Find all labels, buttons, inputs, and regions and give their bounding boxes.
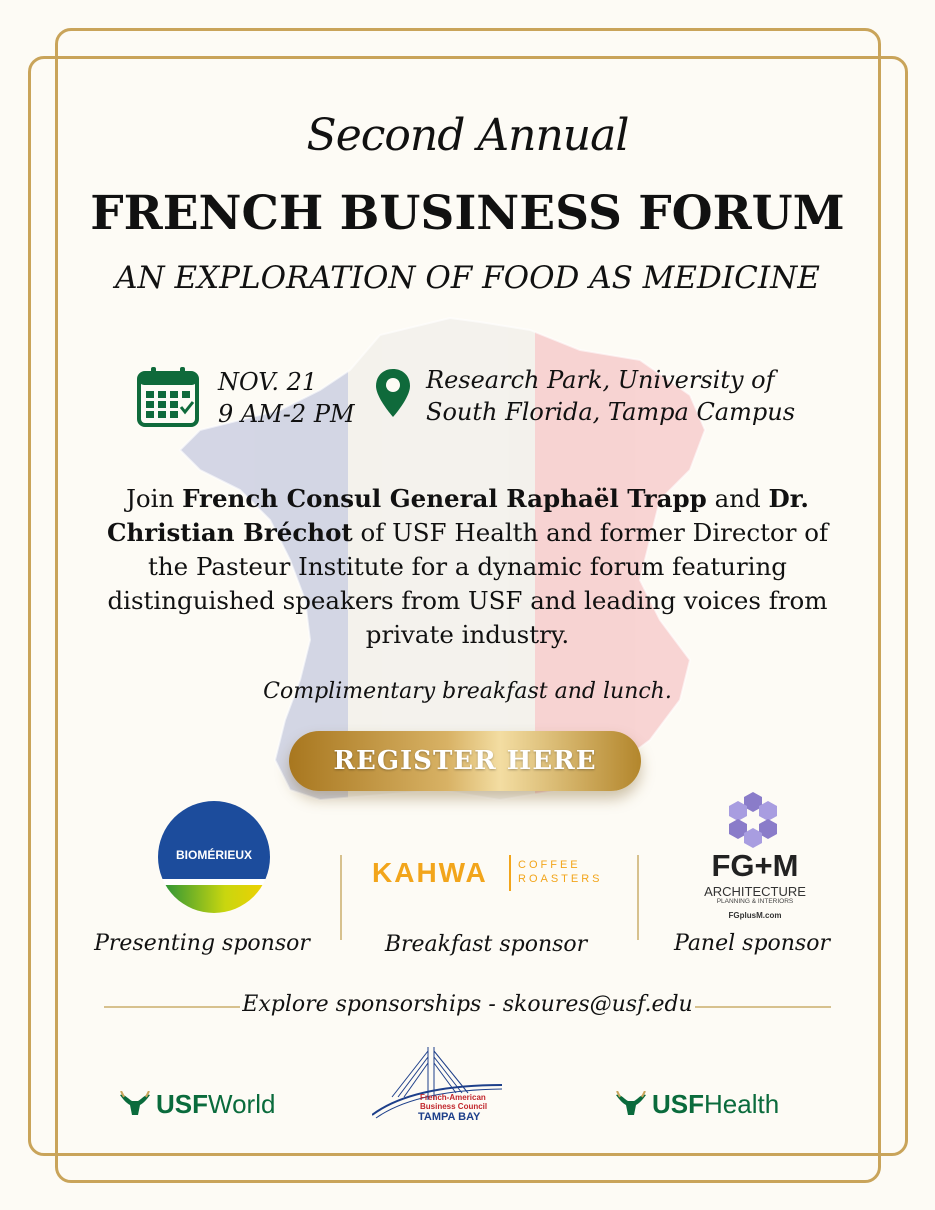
presenting-sponsor-label: Presenting sponsor: [94, 931, 310, 956]
kahwa-sub-roasters: ROASTERS: [518, 873, 603, 885]
map-pin-icon: [374, 367, 412, 419]
explore-sponsorships: Explore sponsorships - skoures@usf.edu: [242, 992, 693, 1017]
doctor-name: Dr. Christian Bréchot: [106, 484, 809, 547]
description-join: Join: [126, 484, 183, 513]
usf-world-wordmark: [156, 1089, 275, 1120]
fabc-line-2: Business Council: [420, 1102, 488, 1111]
kahwa-separator: [509, 855, 511, 891]
usf-bull-icon: [118, 1091, 152, 1117]
explore-divider-right: [695, 1006, 831, 1008]
event-time: 9 AM-2 PM: [218, 400, 355, 428]
calendar-icon: [137, 367, 199, 427]
sponsor-divider-2: [637, 855, 639, 940]
fabc-tampa-bay: TAMPA BAY: [418, 1111, 481, 1123]
fgm-subtitle-architecture: ARCHITECTURE: [704, 884, 806, 899]
fgm-website: FGplusM.com: [728, 911, 782, 920]
fabc-name: [420, 1093, 487, 1111]
kahwa-wordmark: KAHWA: [372, 857, 488, 888]
usf-world-rest: World: [208, 1089, 276, 1119]
kahwa-subtitle: [518, 858, 603, 886]
biomerieux-wordmark: BIOMÉRIEUX: [175, 848, 253, 862]
kahwa-logo[interactable]: [372, 855, 612, 895]
fgm-subtitle-planning: PLANNING & INTERIORS: [716, 898, 794, 905]
event-date-time: [218, 366, 355, 430]
register-button[interactable]: REGISTER HERE: [289, 731, 641, 791]
fgm-hexagon-icon: [722, 792, 784, 848]
event-tagline: AN EXPLORATION OF FOOD AS MEDICINE: [115, 260, 820, 296]
usf-bull-icon: [614, 1091, 648, 1117]
location-line-2: South Florida, Tampa Campus: [426, 398, 796, 426]
biomerieux-logo[interactable]: [158, 801, 270, 913]
event-title: FRENCH BUSINESS FORUM: [90, 186, 845, 241]
usf-health-wordmark: [652, 1089, 779, 1120]
event-kicker: Second Annual: [306, 110, 629, 161]
location-line-1: Research Park, University of: [426, 366, 775, 394]
usf-world-bold: USF: [156, 1089, 208, 1119]
usf-health-bold: USF: [652, 1089, 704, 1119]
event-description: [95, 482, 840, 652]
meals-note: Complimentary breakfast and lunch.: [263, 679, 672, 704]
usf-health-logo[interactable]: [614, 1089, 794, 1125]
kahwa-sub-coffee: COFFEE: [518, 859, 581, 871]
fabc-line-1: French-American: [420, 1093, 486, 1102]
event-date: NOV. 21: [218, 368, 318, 396]
consul-name: French Consul General Raphaël Trapp: [182, 484, 707, 513]
usf-health-rest: Health: [704, 1089, 780, 1119]
breakfast-sponsor-label: Breakfast sponsor: [384, 932, 588, 957]
fgm-wordmark[interactable]: FG+M: [711, 848, 799, 883]
sponsor-divider-1: [340, 855, 342, 940]
event-location: [426, 364, 795, 428]
panel-sponsor-label: Panel sponsor: [674, 931, 830, 956]
usf-world-logo[interactable]: [118, 1089, 288, 1125]
description-rest: of USF Health and former Director of the Pasteur Institute for a dynamic forum featuring distinguished speakers from USF and leading voices from private industry.: [107, 518, 829, 649]
description-and: and: [706, 484, 769, 513]
